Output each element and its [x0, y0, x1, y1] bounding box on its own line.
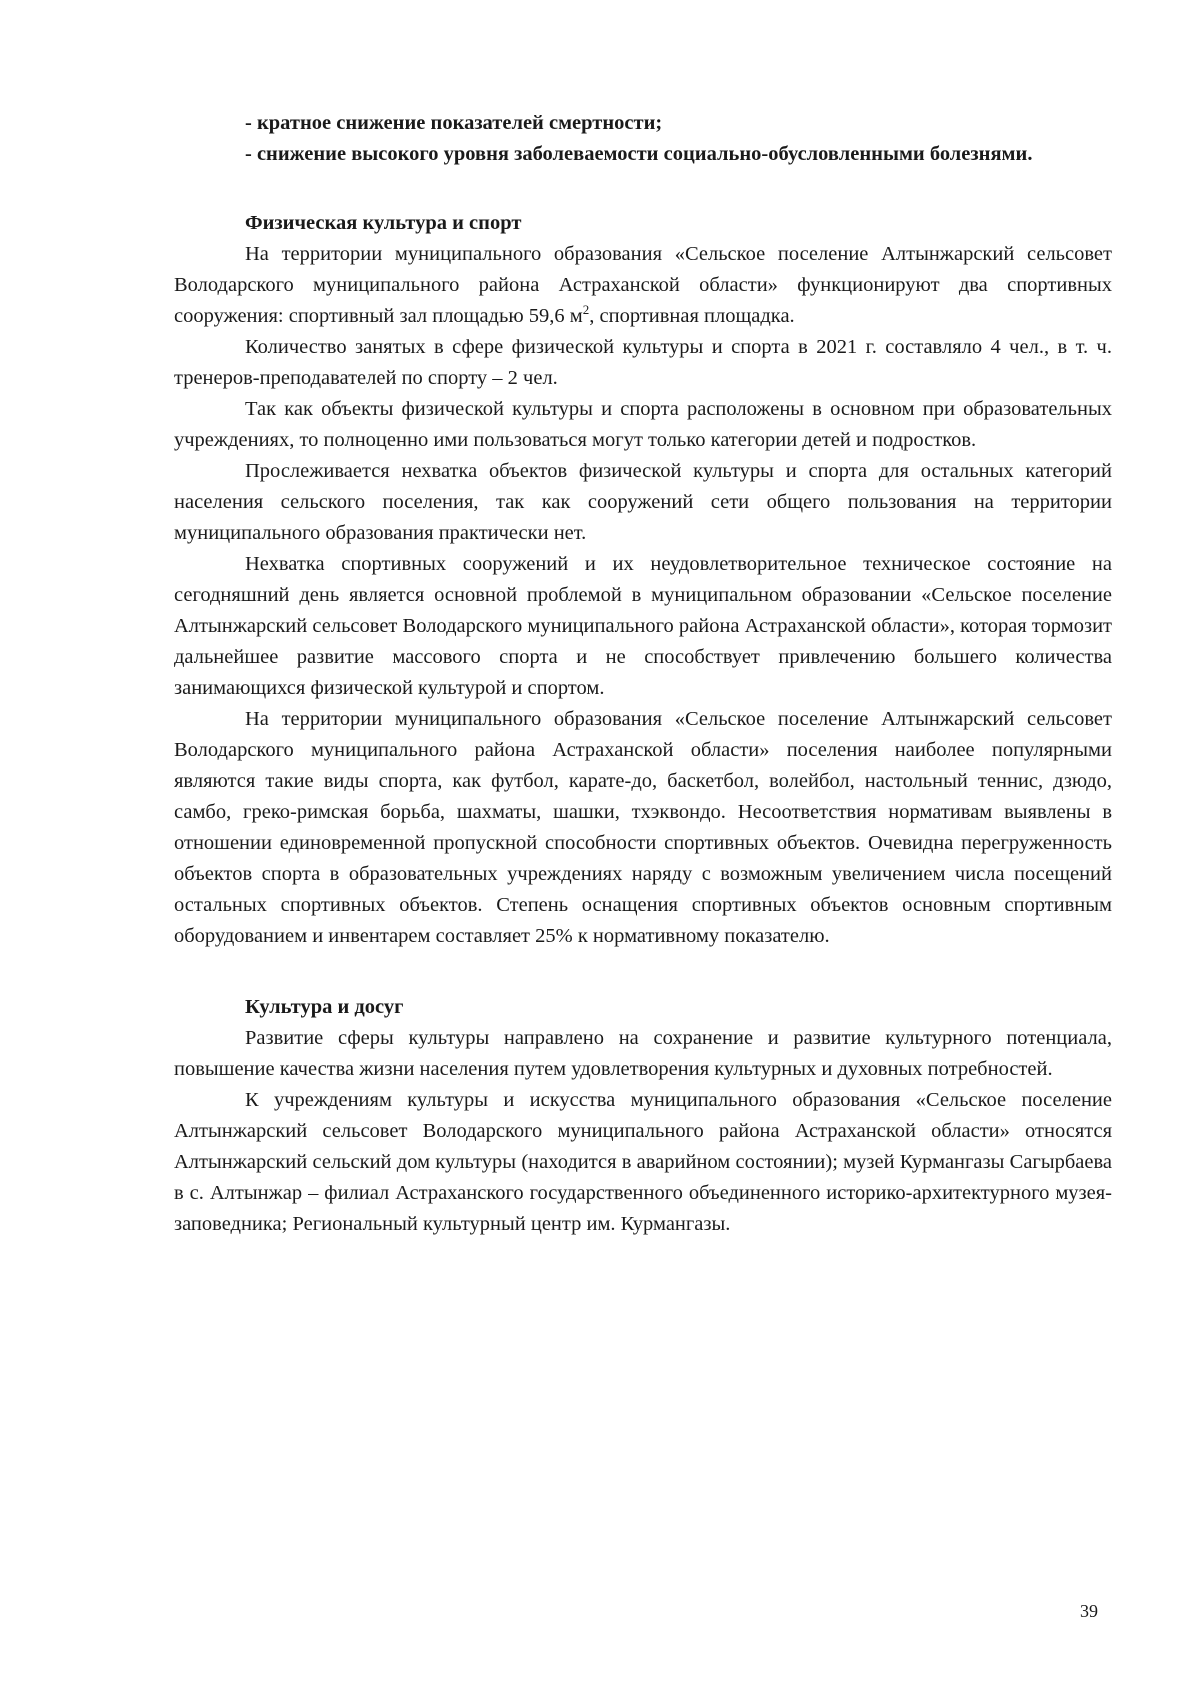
- sport-paragraph-1-tail: , спортивная площадка.: [589, 305, 795, 327]
- heading-culture: Культура и досуг: [245, 996, 404, 1018]
- bullet-mortality: - кратное снижение показателей смертности;: [245, 112, 663, 134]
- square-meter-superscript: 2: [582, 302, 590, 318]
- culture-paragraph-1: Развитие сферы культуры направлено на сохранение и развитие культурного потенциала, повышение качества жизни населения путем удовлетворения культурных и духовных потребностей.: [174, 1027, 1112, 1080]
- bullet-morbidity: - снижение высокого уровня заболеваемости социально-обусловленными болезнями.: [245, 143, 1033, 165]
- sport-paragraph-2: Количество занятых в сфере физической культуры и спорта в 2021 г. составляло 4 чел., в т. ч. тренеров-преподавателей по спорту – 2 чел.: [174, 336, 1112, 389]
- sport-paragraph-6: На территории муниципального образования «Сельское поселение Алтынжарский сельсовет Володарского муниципального района Астраханской области» поселения наиболее популярными являются такие виды спорта, как футбол, карате-до, баскетбол, волейбол, настольный теннис, дзюдо, самбо, греко-римская борьба, шахматы, шашки, тхэквондо. Несоответствия нормативам выявлены в отношении единовременной пропускной способности спортивных объектов. Очевидна перегруженность объектов спорта в образовательных учреждениях наряду с возможным увеличением числа посещений остальных спортивных объектов. Степень оснащения спортивных объектов основным спортивным оборудованием и инвентарем составляет 25% к нормативному показателю.: [174, 708, 1112, 947]
- document-page: [174, 108, 1112, 1240]
- page-number: 39: [1080, 1601, 1098, 1621]
- sport-paragraph-3: Так как объекты физической культуры и спорта расположены в основном при образовательных учреждениях, то полноценно ими пользоваться могут только категории детей и подростков.: [174, 398, 1112, 451]
- sport-paragraph-1: [174, 239, 1112, 332]
- sport-paragraph-1-text: На территории муниципального образования «Сельское поселение Алтынжарский сельсовет Володарского муниципального района Астраханской области» функционируют два спортивных сооружения: спортивный зал площадью 59,6 м: [174, 243, 1112, 327]
- sport-paragraph-4: Прослеживается нехватка объектов физической культуры и спорта для остальных категорий населения сельского поселения, так как сооружений сети общего пользования на территории муниципального образования практически нет.: [174, 460, 1112, 544]
- heading-sport: Физическая культура и спорт: [245, 212, 522, 234]
- culture-paragraph-2: К учреждениям культуры и искусства муниципального образования «Сельское поселение Алтынжарский сельсовет Володарского муниципального района Астраханской области» относятся Алтынжарский сельский дом культуры (находится в аварийном состоянии); музей Курмангазы Сагырбаева в с. Алтынжар – филиал Астраханского государственного объединенного историко-архитектурного музея-заповедника; Региональный культурный центр им. Курмангазы.: [174, 1089, 1112, 1235]
- sport-paragraph-5: Нехватка спортивных сооружений и их неудовлетворительное техническое состояние на сегодняшний день является основной проблемой в муниципальном образовании «Сельское поселение Алтынжарский сельсовет Володарского муниципального района Астраханской области», которая тормозит дальнейшее развитие массового спорта и не способствует привлечению большего количества занимающихся физической культурой и спортом.: [174, 553, 1112, 699]
